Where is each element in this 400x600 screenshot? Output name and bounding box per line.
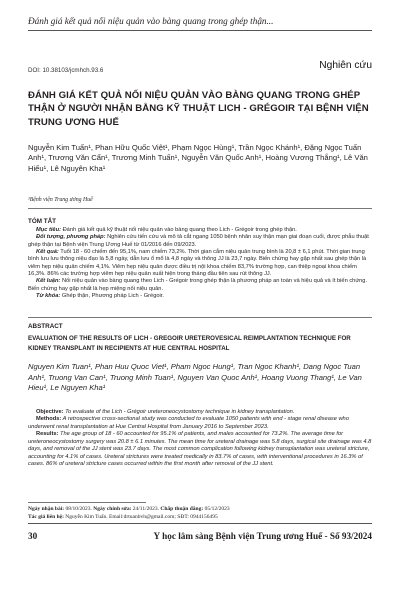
abstract-en (28, 409, 372, 469)
revised-date: 24/11/2023. (132, 506, 160, 512)
abstract-vi-keywords-text: Ghép thận, Phương pháp Lich - Grégoir. (61, 293, 164, 300)
abstract-vi-keywords-lead: Từ khóa: (36, 293, 61, 300)
page-number: 30 (28, 531, 38, 541)
english-author-list: Nguyen Kim Tuan¹, Phan Huu Quoc Viet¹, Pham Ngoc Hung¹, Tran Ngoc Khanh¹, Dang Ngoc Tuan Anh¹, Truong Van Can¹, Truong Minh Tuan¹, Nguyen Van Quoc Anh¹, Hoang Vuong Thang¹, Le Van Hieu¹, Le Nguyen Kha¹ (28, 362, 362, 393)
affiliation: ¹Bệnh viện Trung ương Huế (28, 197, 93, 203)
abstract-vi-methods (28, 234, 372, 249)
abstract-vi-conclusion-text: Nối niệu quản vào bàng quang theo Lich - Grégoir trong ghép thận là phương pháp an toàn và hiệu quả và ít biến chứng. Biến chứng hay gặp nhất là hẹp miệng nối niệu quản. (28, 278, 368, 292)
abstract-en-objective (28, 409, 372, 416)
abstract-en-results-text: The age group of 18 - 60 accounted for 95.1% of patients, and males accounted for 73.2%. The average time for ureteroneocystostomy surgery was 20.8 ± 6.1 minutes. The mean time for ureteral drainage was 5.8 days, surgical site drainage was 4.8 days, and removal of the JJ stent was 23.7 days. The most common complication following kidney transplantation was ureteral stricture, accounting for 4.1% of cases. Ureteral strictures were treated medically in 83.7% of cases, with interventional procedures in 16.3% of cases. 86% of ureteral stricture cases occurred within the first month after removal of the JJ stent. (28, 431, 372, 468)
corresponding-label: Tác giả liên hệ: (28, 514, 64, 520)
abstract-vi (28, 227, 372, 300)
abstract-vi-methods-lead: Đối tượng, phương pháp: (36, 234, 106, 241)
abstract-en-methods-lead: Methods: (36, 416, 62, 423)
abstract-vi-results-text: Tuổi 18 - 60 chiếm đến 95,1%, nam chiếm 73,2%. Thời gian cắm niệu quản trung bình là 20,8 ± 6,1 phút. Thời gian trung bình lưu lưu thông niệu đạo là 5,8 ngày, dẫn lưu ổ mổ là 4,8 ngày và thông JJ là 23,7 ngày. Biến chứng hay gặp nhất sau ghép thận là viêm hẹp niệu quản chiếm 4,1%. Viêm hẹp niệu quản được điều trị nội khoa chiếm 83,7% trường hợp, can thiệp ngoại khoa chiếm 16,3%. 86% các trường hợp viêm hẹp niệu quản xuất hiện trong tháng đầu tiên sau rút thông JJ. (28, 249, 367, 278)
abstract-en-methods-text: A retrospective cross-sectional study was conducted to evaluate 1050 patients with end - stage renal disease who underwent renal transplantation at Hue Central Hospital from January 2016 to September 2023. (28, 416, 349, 430)
abstract-en-results-lead: Results: (36, 431, 59, 438)
abstract-divider (28, 317, 372, 318)
abstract-vi-keywords (28, 293, 372, 300)
footnote-corresponding (28, 513, 372, 521)
header-divider (28, 30, 372, 31)
abstract-en-objective-text: To evaluate of the Lich - Grégoir ureteroneocystostomy technique in kidney transplantation. (65, 409, 295, 415)
abstract-vi-methods-text: Nghiên cứu tiến cứu và mô tả cắt ngang 1050 bệnh nhân suy thận mạn giai đoạn cuối, được phẫu thuật ghép thận tại Bệnh viện Trung Ương Huế từ 01/2016 đến 09/2023. (28, 234, 369, 248)
running-title: Đánh giá kết quả nối niệu quản vào bàng quang trong ghép thận... (28, 16, 274, 26)
abstract-en-heading: ABSTRACT (28, 323, 63, 330)
abstract-vi-results-lead: Kết quả: (36, 249, 59, 256)
footnote-divider (28, 502, 146, 503)
section-label: Nghiên cứu (319, 60, 372, 71)
abstract-vi-objective-lead: Mục tiêu: (36, 227, 61, 233)
abstract-en-methods (28, 416, 372, 431)
affiliation-divider (28, 208, 372, 209)
journal-name: Y học lâm sàng Bệnh viện Trung ương Huế - Số 93/2024 (153, 531, 372, 541)
accepted-date: 05/12/2023 (204, 506, 230, 512)
abstract-vi-conclusion-lead: Kết luận: (36, 278, 61, 285)
english-title: EVALUATION OF THE RESULTS OF LICH - GREGOIR URETEROVESICAL REIMPLANTATION TECHNIQUE FOR KIDNEY TRANSPLANT IN RECIPIENTS AT HUE CENTRAL HOSPITAL (28, 335, 351, 352)
received-label: Ngày nhận bài: (28, 506, 65, 512)
abstract-vi-objective-text: Đánh giá kết quả kỹ thuật nối niệu quản vào bàng quang theo Lich - Grégoir trong ghép thận. (62, 227, 297, 233)
footnote-dates (28, 505, 372, 513)
abstract-vi-conclusion (28, 278, 372, 293)
accepted-label: Chấp thuận đăng: (160, 506, 204, 512)
abstract-vi-results (28, 249, 372, 278)
abstract-en-results (28, 431, 372, 468)
footer-divider (28, 523, 372, 524)
article-title: ĐÁNH GIÁ KẾT QUẢ NỐI NIỆU QUẢN VÀO BÀNG QUANG TRONG GHÉP THẬN Ở NGƯỜI NHẬN BẰNG KỸ THUẬT LICH - GRÉGOIR TẠI BỆNH VIỆN TRUNG ƯƠNG HUẾ (28, 90, 369, 128)
author-list: Nguyễn Kim Tuấn¹, Phan Hữu Quốc Việt¹, Phạm Ngọc Hùng¹, Trần Ngọc Khánh¹, Đặng Ngọc Tuấn Anh¹, Trương Văn Cẩn¹, Trương Minh Tuấn¹, Nguyễn Văn Quốc Anh¹, Hoàng Vương Thắng¹, Lê Văn Hiếu¹, Lê Nguyên Kha¹ (28, 143, 368, 173)
received-date: 08/10/2023. (65, 506, 92, 512)
corresponding-author: Nguyễn Kim Tuấn. Email:drtuanbvh@gmail.com; SĐT: 0944156495 (65, 514, 218, 520)
doi[interactable]: DOI: 10.38103/jcmhch.93.6 (28, 67, 104, 74)
abstract-en-objective-lead: Objective: (36, 409, 64, 415)
abstract-vi-heading: TÓM TẮT (28, 218, 56, 225)
revised-label: Ngày chỉnh sửa: (93, 506, 132, 512)
